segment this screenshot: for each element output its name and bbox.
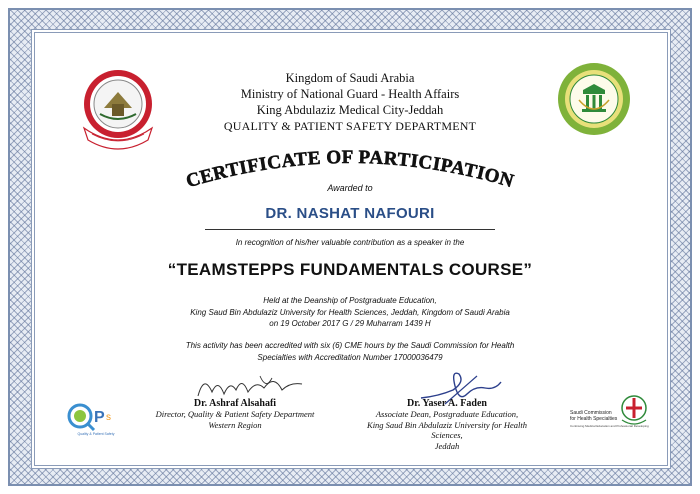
issuer-header xyxy=(0,70,700,134)
header-medical-city: King Abdulaziz Medical City-Jeddah xyxy=(256,103,444,117)
signatory-2-title: Associate Dean, Postgraduate Education, xyxy=(375,409,519,419)
held-line-3: on 19 October 2017 G / 29 Muharram 1439 H xyxy=(269,319,431,328)
certificate-title-text: CERTIFICATE OF PARTICIPATION xyxy=(183,146,517,193)
svg-text:s: s xyxy=(106,412,111,423)
accreditation-statement xyxy=(0,340,700,363)
accreditation-line-2: Specialties with Accreditation Number 17000036479 xyxy=(257,352,443,362)
event-details xyxy=(0,295,700,330)
held-line-2: King Saud Bin Abdulaziz University for Health Sciences, Jeddah, Kingdom of Saudi Arabia xyxy=(190,307,510,317)
scfhs-name-line-2: for Health Specialties xyxy=(570,416,618,422)
svg-text:P: P xyxy=(94,409,105,426)
signatory-1-title: Director, Quality & Patient Safety Department xyxy=(155,409,315,419)
held-line-1: Held at the Deanship of Postgraduate Education, xyxy=(263,296,437,305)
signatory-1-name: Dr. Ashraf Alsahafi xyxy=(193,398,277,409)
awarded-to-label: Awarded to xyxy=(327,183,373,193)
header-department: QUALITY & PATIENT SAFETY DEPARTMENT xyxy=(223,119,477,133)
scfhs-name-line-1: Saudi Commission xyxy=(570,410,612,416)
header-ministry: Ministry of National Guard - Health Affairs xyxy=(240,87,460,101)
signatory-1 xyxy=(130,398,340,430)
scfhs-name xyxy=(570,410,617,422)
recipient-underline xyxy=(205,229,495,230)
course-title: “TEAMSTEPPS FUNDAMENTALS COURSE” xyxy=(167,260,533,279)
signatory-2-name: Dr. Yaser A. Faden xyxy=(407,398,487,409)
accreditation-line-1: This activity has been accredited with six (6) CME hours by the Saudi Commission for Health xyxy=(185,341,515,350)
recipient-name: DR. NASHAT NAFOURI xyxy=(265,205,435,222)
recognition-text: In recognition of his/her valuable contribution as a speaker in the xyxy=(235,238,465,247)
signatory-2-city: Jeddah xyxy=(434,440,460,451)
scfhs-tagline: Continuing Medical Education and Professional Developing xyxy=(570,424,649,428)
header-kingdom: Kingdom of Saudi Arabia xyxy=(285,71,415,85)
qps-logo-text: Quality & Patient Safety xyxy=(77,432,115,436)
signatory-2-university: King Saud Bin Abdulaziz University for Health Sciences, xyxy=(367,419,527,440)
signatory-2 xyxy=(352,398,542,451)
signatory-1-region: Western Region xyxy=(208,419,262,430)
